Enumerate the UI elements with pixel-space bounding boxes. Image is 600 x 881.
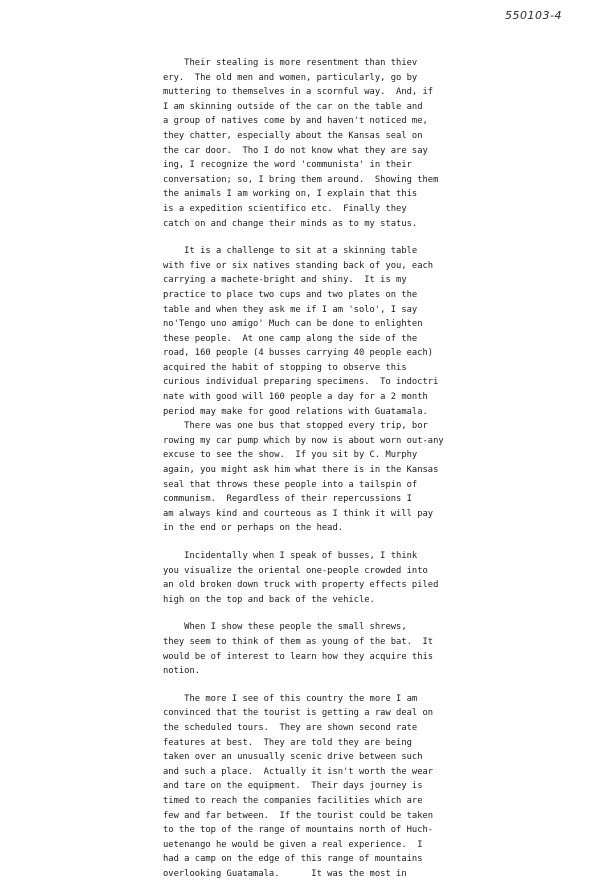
text-line: a group of natives come by and haven't noticed me, [163, 116, 428, 127]
text-line: period may make for good relations with Guatamala. [163, 406, 428, 417]
text-line: excuse to see the show. If you sit by C. Murphy [163, 450, 418, 461]
paragraph [163, 692, 535, 881]
text-line: uetenango he would be given a real experience. I [163, 839, 423, 850]
paragraph [163, 56, 535, 231]
text-line: ery. The old men and women, particularly, go by [163, 72, 418, 83]
text-line: practice to place two cups and two plates on the [163, 289, 418, 300]
text-line: carrying a machete-bright and shiny. It is my [163, 275, 407, 286]
text-line: muttering to themselves in a scornful way. And, if [163, 87, 434, 98]
paragraph [163, 620, 535, 678]
text-line: had a camp on the edge of this range of mountains [163, 854, 423, 865]
text-line: I am skinning outside of the car on the table and [163, 101, 423, 112]
text-line: taken over an unusually scenic drive between such [163, 752, 423, 763]
text-line: There was one bus that stopped every trip, bor [163, 421, 428, 432]
text-line: features at best. They are told they are being [163, 737, 412, 748]
paragraph [163, 549, 535, 607]
text-line: and tare on the equipment. Their days journey is [163, 781, 423, 792]
text-line: an old broken down truck with property effects piled [163, 580, 439, 591]
text-line: Incidentally when I speak of busses, I think [163, 551, 418, 561]
text-line: is a expedition scientifico etc. Finally they [163, 203, 407, 214]
text-line: you visualize the oriental one-people crowded into [163, 565, 428, 576]
text-line: The more I see of this country the more I am [163, 693, 418, 704]
text-line: with five or six natives standing back of you, each [163, 260, 434, 271]
paragraph-gap [163, 536, 535, 549]
text-line: road, 160 people (4 busses carrying 40 people each) [163, 348, 434, 359]
text-line: acquired the habit of stopping to observe this [163, 362, 407, 373]
text-line: rowing my car pump which by now is about worn out-any [163, 435, 444, 446]
text-line: they seem to think of them as young of the bat. It [163, 636, 434, 647]
paragraph [163, 244, 535, 419]
text-line: the animals I am working on, I explain that this [163, 189, 418, 200]
text-line: to the top of the range of mountains north of Huch- [163, 825, 434, 836]
text-line: would be of interest to learn how they acquire this [163, 651, 434, 662]
text-line: these people. At one camp along the side of the [163, 333, 418, 344]
text-line: again, you might ask him what there is in the Kansas [163, 465, 439, 476]
text-line: the car door. Tho I do not know what they are say [163, 145, 428, 156]
text-line: table and when they ask me if I am 'solo', I say [163, 304, 418, 315]
text-line: conversation; so, I bring them around. Showing them [163, 174, 439, 185]
text-line: timed to reach the companies facilities which are [163, 795, 423, 806]
text-line: Their stealing is more resentment than thiev [163, 58, 418, 68]
text-line: they chatter, especially about the Kansas seal on [163, 130, 423, 141]
text-line: When I show these people the small shrews, [163, 622, 407, 633]
text-line: the scheduled tours. They are shown second rate [163, 722, 418, 733]
text-line: in the end or perhaps on the head. [163, 523, 344, 534]
text-line: and such a place. Actually it isn't worth the wear [163, 766, 434, 777]
text-line: It is a challenge to sit at a skinning table [163, 246, 418, 257]
text-line: high on the top and back of the vehicle. [163, 594, 375, 605]
text-line: notion. [163, 666, 201, 677]
text-line: nate with good will 160 people a day for a 2 month [163, 392, 428, 403]
text-line: catch on and change their minds as to my status. [163, 218, 418, 229]
text-line: convinced that the tourist is getting a raw deal on [163, 708, 434, 719]
paragraph-gap [163, 231, 535, 244]
text-line: seal that throws these people into a tailspin of [163, 479, 418, 490]
text-line: curious individual preparing specimens. To indoctri [163, 377, 439, 388]
paragraph-gap [163, 679, 535, 692]
paragraph [163, 419, 535, 536]
document-body [163, 56, 535, 881]
paragraph-gap [163, 607, 535, 620]
text-line: overlooking Guatamala. It was the most in [163, 868, 407, 879]
text-line: no'Tengo uno amigo' Much can be done to enlighten [163, 319, 423, 330]
text-line: few and far between. If the tourist could be taken [163, 810, 434, 821]
text-line: ing, I recognize the word 'communista' in their [163, 160, 412, 171]
page-number: 550103-4 [505, 9, 562, 22]
text-line: am always kind and courteous as I think it will pay [163, 508, 434, 519]
text-line: communism. Regardless of their repercussions I [163, 494, 412, 505]
